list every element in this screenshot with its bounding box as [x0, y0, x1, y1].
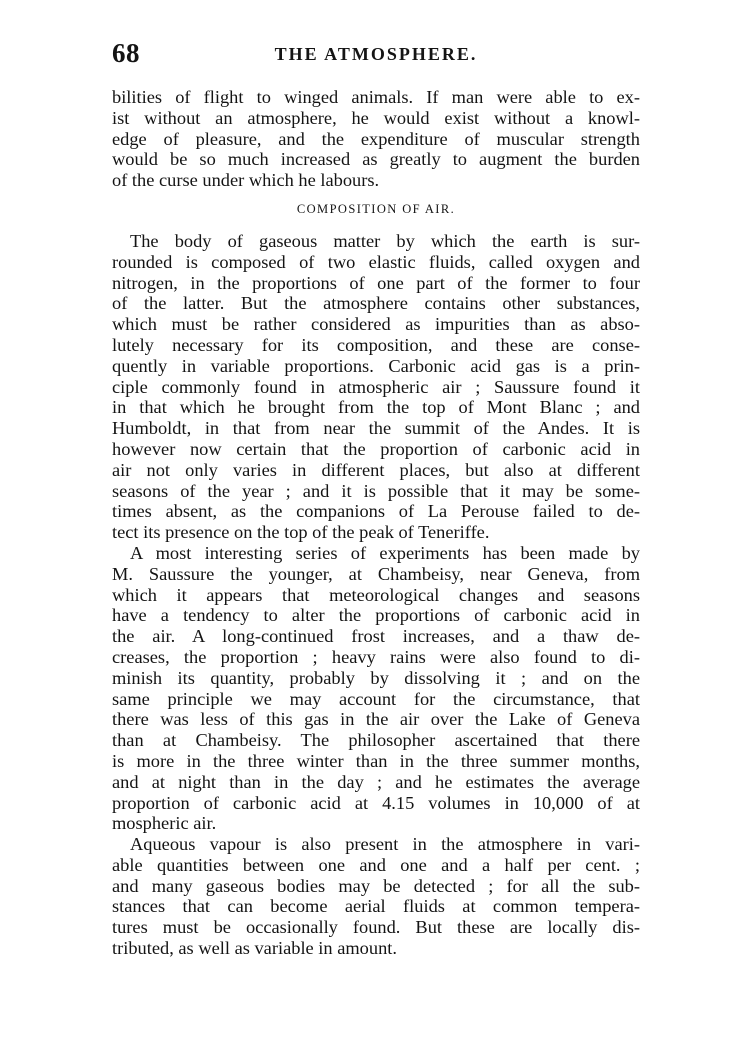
text-line: than at Chambeisy. The philosopher ascertained that there: [112, 730, 640, 751]
text-line: M. Saussure the younger, at Chambeisy, near Geneva, from: [112, 563, 640, 584]
text-line: proportion of carbonic acid at 4.15 volumes in 10,000 of at: [112, 792, 640, 813]
text-line: mospheric air.: [112, 813, 217, 834]
paragraph-oxygen-nitrogen: [112, 231, 640, 543]
text-line: air not only varies in different places, but also at different: [112, 459, 640, 480]
text-line: is more in the three winter than in the three summer months,: [112, 750, 640, 771]
text-line: Humboldt, in that from near the summit of the Andes. It is: [112, 418, 640, 439]
text-line: and at night than in the day ; and he estimates the average: [112, 771, 640, 792]
text-line: however now certain that the proportion of carbonic acid in: [112, 438, 640, 459]
text-line: of the latter. But the atmosphere contains other substances,: [112, 293, 640, 314]
body-text: [112, 87, 640, 959]
page-header: [112, 38, 640, 72]
text-line: stances that can become aerial fluids at common tempera-: [112, 896, 640, 917]
text-line: able quantities between one and one and a half per cent. ;: [112, 854, 640, 875]
text-line: and many gaseous bodies may be detected ; for all the sub-: [112, 875, 640, 896]
text-line: tect its presence on the top of the peak of Teneriffe.: [112, 522, 490, 543]
text-line: times absent, as the companions of La Perouse failed to de-: [112, 501, 640, 522]
text-line: have a tendency to alter the proportions of carbonic acid in: [112, 605, 640, 626]
text-line: tributed, as well as variable in amount.: [112, 938, 397, 959]
text-line: of the curse under which he labours.: [112, 170, 380, 191]
section-heading: COMPOSITION OF AIR.: [296, 201, 456, 216]
text-line: ist without an atmosphere, he would exist without a knowl-: [112, 107, 640, 128]
opening-paragraph: [112, 87, 640, 191]
text-line: quently in variable proportions. Carbonic acid gas is a prin-: [112, 355, 640, 376]
text-line: which must be rather considered as impurities than as abso-: [112, 314, 640, 335]
text-line: creases, the proportion ; heavy rains were also found to di-: [112, 646, 640, 667]
running-head: THE ATMOSPHERE.: [274, 44, 478, 64]
text-line: would be so much increased as greatly to augment the burden: [112, 149, 640, 170]
text-line: bilities of flight to winged animals. If man were able to ex-: [112, 87, 640, 107]
text-line: seasons of the year ; and it is possible that it may be some-: [112, 480, 640, 501]
text-line: same principle we may account for the circumstance, that: [112, 688, 640, 709]
text-line: in that which he brought from the top of Mont Blanc ; and: [112, 397, 640, 418]
text-line: The body of gaseous matter by which the earth is sur-: [130, 230, 640, 251]
page-number: 68: [112, 38, 140, 68]
text-line: which it appears that meteorological changes and seasons: [112, 584, 640, 605]
text-line: lutely necessary for its composition, and these are conse-: [112, 334, 640, 355]
paragraph-aqueous-vapour: [112, 834, 640, 959]
text-line: Aqueous vapour is also present in the atmosphere in vari-: [130, 834, 640, 855]
text-line: tures must be occasionally found. But these are locally dis-: [112, 917, 640, 938]
text-line: nitrogen, in the proportions of one part of the former to four: [112, 272, 640, 293]
text-line: rounded is composed of two elastic fluids, called oxygen and: [112, 251, 640, 272]
text-line: edge of pleasure, and the expenditure of muscular strength: [112, 128, 640, 149]
text-line: ciple commonly found in atmospheric air ; Saussure found it: [112, 376, 640, 397]
text-line: the air. A long-continued frost increases, and a thaw de-: [112, 626, 640, 647]
paragraph-saussure-experiments: [112, 543, 640, 834]
text-line: A most interesting series of experiments has been made by: [130, 542, 640, 563]
text-line: minish its quantity, probably by dissolving it ; and on the: [112, 667, 640, 688]
text-line: there was less of this gas in the air over the Lake of Geneva: [112, 709, 640, 730]
